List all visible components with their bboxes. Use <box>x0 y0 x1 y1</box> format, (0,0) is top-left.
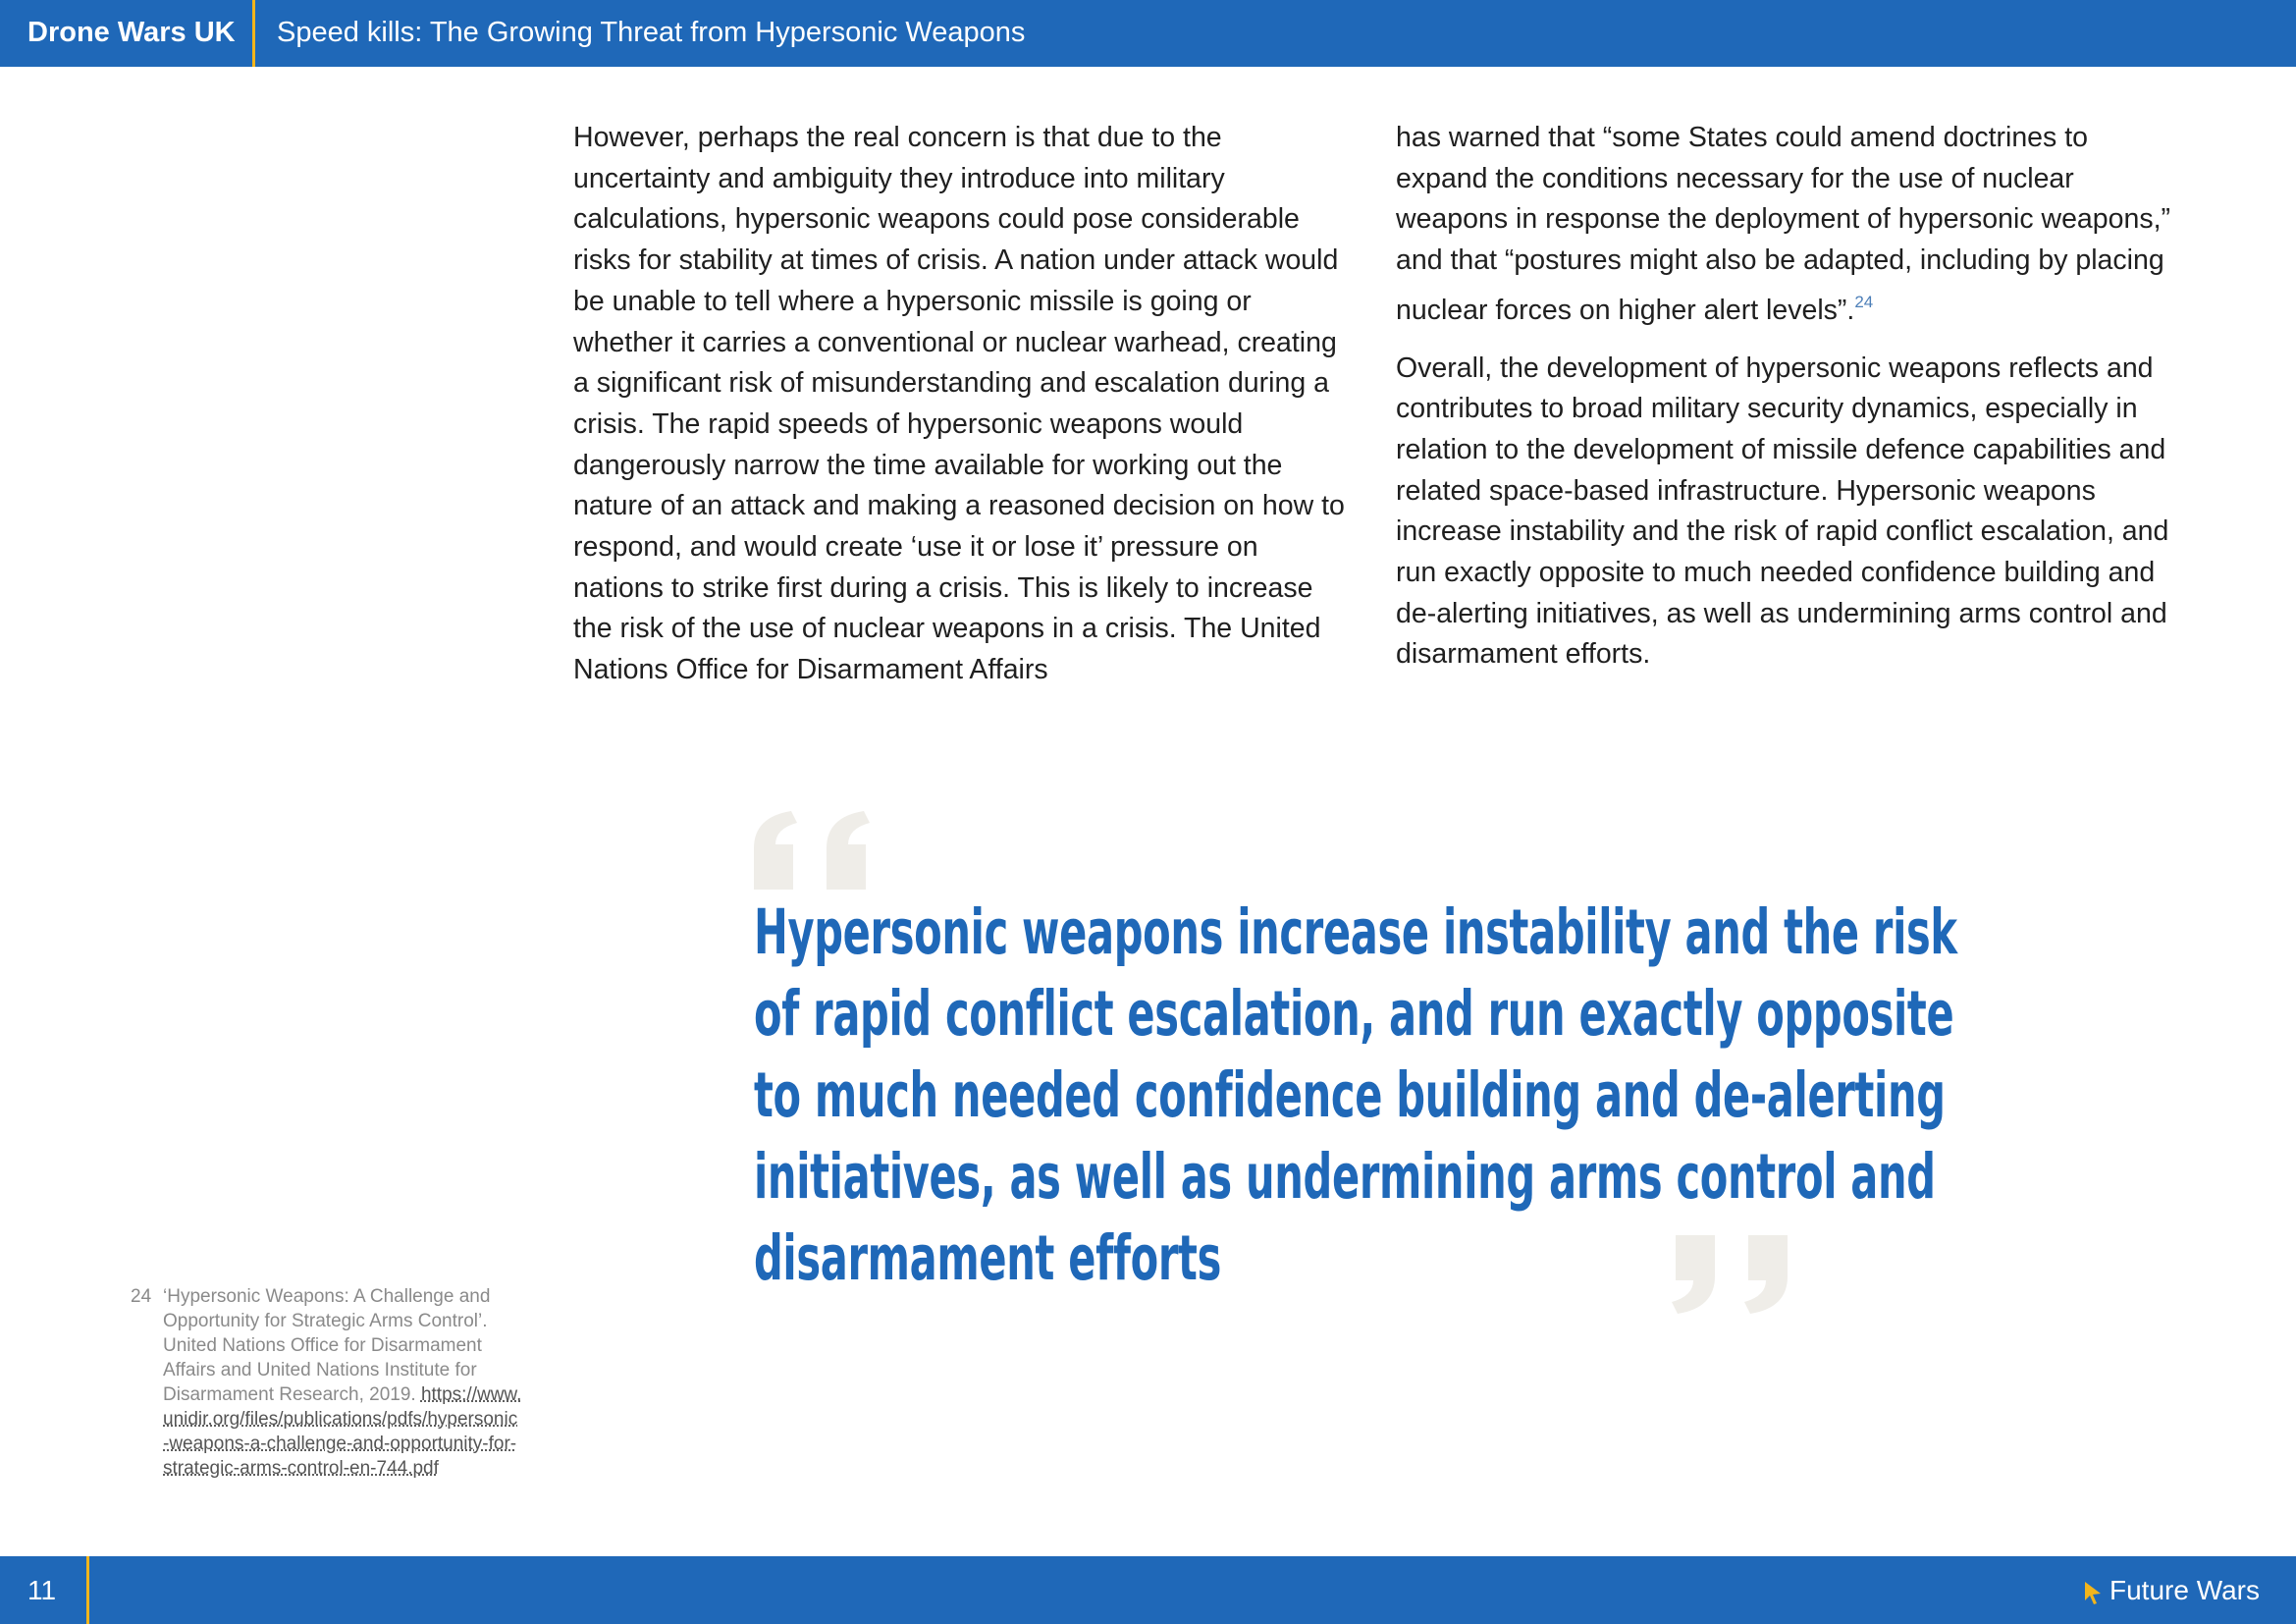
footer-brand-label: Future Wars <box>2109 1575 2260 1605</box>
body-column-left <box>573 118 1349 708</box>
cursor-arrow-icon <box>2082 1580 2104 1605</box>
body-paragraph-right-1-text: has warned that “some States could amend doctrines to expand the conditions necessary for the use of nuclear weapons in response the deployment of hypersonic weapons,” and that “postures might also be adapted, including by placing nuclear forces on higher alert levels”. <box>1396 122 2170 326</box>
page-number: 11 <box>27 1575 57 1605</box>
body-column-right <box>1396 118 2181 692</box>
body-paragraph-left: However, perhaps the real concern is that due to the uncertainty and ambiguity they introduce into military calculations, hypersonic weapons could pose considerable risks for stability at times of crisis. A nation under attack would be unable to tell where a hypersonic missile is going or whether it carries a conventional or nuclear warhead, creating a significant risk of misunderstanding and escalation during a crisis. The rapid speeds of hypersonic weapons would dangerously narrow the time available for working out the nature of an attack and making a reasoned decision on how to respond, and would create ‘use it or lose it’ pressure on nations to strike first during a crisis. This is likely to increase the risk of the use of nuclear weapons in a crisis. The United Nations Office for Disarmament Affairs <box>573 122 1345 686</box>
body-paragraph-right-2: Overall, the development of hypersonic weapons reflects and contributes to broad military security dynamics, especially in relation to the development of missile defence capabilities and related space-based infrastructure. Hypersonic weapons increase instability and the risk of rapid conflict escalation, and run exactly opposite to much needed confidence building and de-alerting initiatives, as well as undermining arms control and disarmament efforts. <box>1396 352 2169 671</box>
footnote-link[interactable]: https://www.unidir.org/files/publications/pdfs/hypersonic-weapons-a-challenge-and-opportunity-for-strategic-arms-control-en-744.pdf <box>163 1384 522 1479</box>
header-bar <box>0 0 2296 67</box>
pull-quote-text: Hypersonic weapons increase instability and the risk of rapid conflict escalation, and run exactly opposite to much needed confidence building and de-alerting initiatives, as well as undermining arms control and disarmament efforts <box>754 896 1957 1294</box>
footer-divider <box>86 1556 89 1624</box>
header-org-name: Drone Wars UK <box>27 17 236 48</box>
footer-brand <box>2082 1556 2260 1624</box>
header-document-title: Speed kills: The Growing Threat from Hypersonic Weapons <box>277 17 1026 48</box>
quote-close-icon <box>1672 1235 1789 1314</box>
header-divider <box>252 0 255 67</box>
footnote <box>131 1284 523 1481</box>
footnote-body <box>163 1284 523 1481</box>
footnote-reference[interactable]: 24 <box>1854 292 1874 311</box>
footer-bar <box>0 1556 2296 1624</box>
footnote-number: 24 <box>131 1286 152 1307</box>
body-paragraph-right-1 <box>1396 118 2181 332</box>
footnote-text: ‘Hypersonic Weapons: A Challenge and Opportunity for Strategic Arms Control’. United Nations Office for Disarmament Affairs and United Nations Institute for Disarmament Research, 2019. <box>163 1286 491 1405</box>
quote-open-icon <box>754 811 872 890</box>
